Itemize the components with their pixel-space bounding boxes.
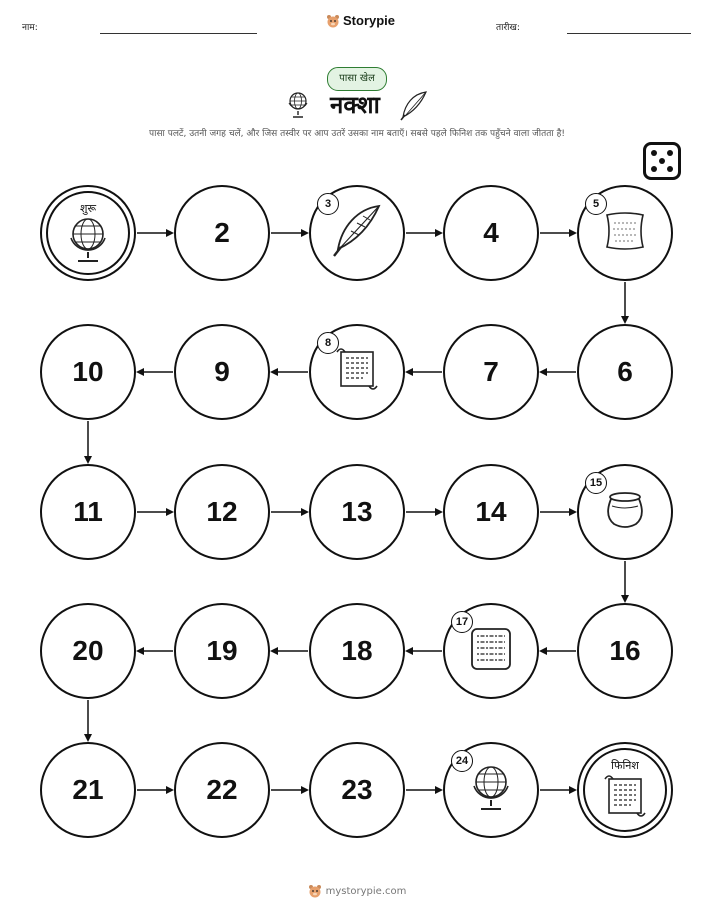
space-number: 11 [73, 496, 103, 527]
space-number: 22 [206, 774, 238, 805]
space-number: 10 [72, 356, 104, 387]
space-number: 23 [341, 774, 373, 805]
board-space [309, 324, 405, 420]
page-title: नक्शा [330, 91, 380, 119]
board-space [40, 603, 136, 699]
space-number: 15 [585, 472, 607, 494]
quill-icon [331, 203, 383, 263]
name-label: नाम: [22, 23, 38, 33]
space-number: 16 [609, 635, 641, 666]
space-number: 6 [617, 356, 633, 387]
globe-icon [469, 762, 513, 818]
board-space [443, 603, 539, 699]
date-label: तारीख: [496, 23, 520, 33]
space-label: फिनिश [611, 759, 639, 772]
board-space [174, 185, 270, 281]
start-space [40, 185, 136, 281]
space-number: 3 [317, 193, 339, 215]
parchment-icon [603, 211, 647, 255]
space-number: 4 [483, 217, 499, 248]
game-type-badge: पासा खेल [327, 67, 387, 91]
bear-icon [308, 884, 322, 898]
footer [0, 884, 714, 898]
board-space [443, 324, 539, 420]
scroll-icon [601, 773, 649, 825]
board-space [309, 742, 405, 838]
board-space [174, 324, 270, 420]
space-number: 24 [451, 750, 473, 772]
finish-space [577, 742, 673, 838]
board-space [309, 464, 405, 560]
inscribed-tablet-icon [468, 625, 514, 677]
space-number: 9 [214, 356, 230, 387]
footer-url: mystorypie.com [325, 885, 407, 897]
space-number: 18 [341, 635, 373, 666]
board-space [577, 464, 673, 560]
instructions: पासा पलटें, उतनी जगह चलें, और जिस तस्वीर पर आप उतरें उसका नाम बताएँ। सबसे पहले फिनिश तक पहुँचने वाला जीतता है! [149, 129, 565, 139]
space-number: 19 [206, 635, 238, 666]
board-space [577, 324, 673, 420]
board-space [40, 742, 136, 838]
space-number: 8 [317, 332, 339, 354]
space-number: 12 [206, 496, 238, 527]
space-label: शुरू [79, 202, 97, 215]
space-number: 21 [72, 774, 104, 805]
board-space [443, 185, 539, 281]
space-number: 14 [475, 496, 507, 527]
board-space [309, 185, 405, 281]
board-space [40, 464, 136, 560]
space-number: 17 [451, 611, 473, 633]
board-space [443, 742, 539, 838]
globe-icon [66, 214, 110, 270]
board-space [577, 603, 673, 699]
board-space [174, 742, 270, 838]
space-number: 13 [341, 496, 373, 527]
board-space [40, 324, 136, 420]
board-space [174, 603, 270, 699]
space-number: 2 [214, 217, 230, 248]
board-space [577, 185, 673, 281]
board-space [443, 464, 539, 560]
pot-icon [602, 490, 648, 534]
space-number: 7 [483, 356, 499, 387]
board-space [309, 603, 405, 699]
space-number: 5 [585, 193, 607, 215]
board-space [174, 464, 270, 560]
space-number: 20 [72, 635, 104, 666]
brand-name: Storypie [343, 13, 396, 28]
scroll-icon [333, 346, 381, 398]
